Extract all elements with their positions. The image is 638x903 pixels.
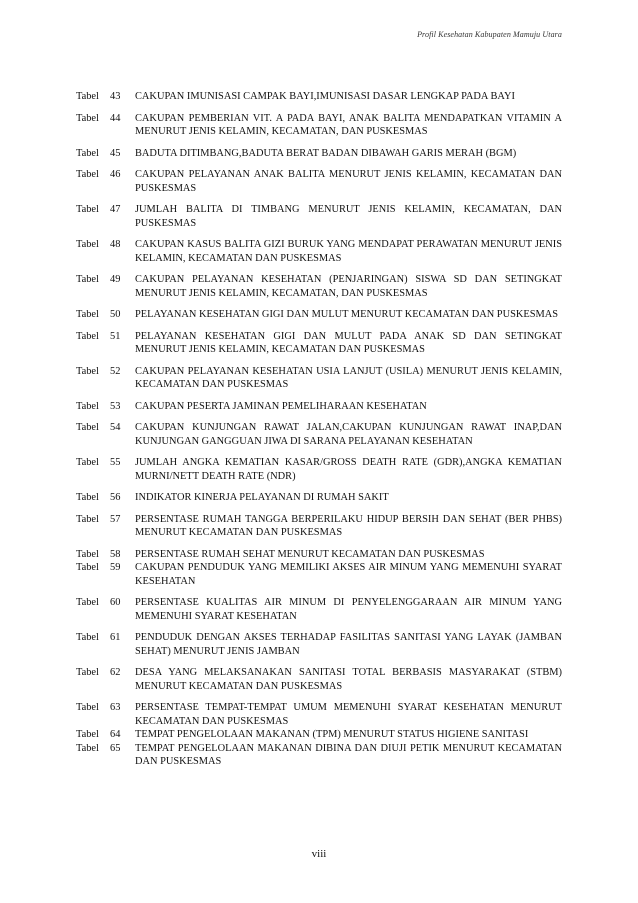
entry-number: 61 [110,632,121,644]
list-item [76,90,562,103]
entry-number: 49 [110,274,121,286]
entry-label: Tabel [76,112,99,124]
entry-number: 63 [110,702,121,714]
entry-number: 43 [110,91,121,102]
entry-number: 46 [110,169,121,181]
entry-label: Tabel [76,422,99,434]
list-item [76,701,562,728]
entry-label: Tabel [76,562,99,574]
entry-label: Tabel [76,274,99,286]
entry-title: CAKUPAN KUNJUNGAN RAWAT JALAN,CAKUPAN KUNJUNGAN RAWAT INAP,DAN KUNJUNGAN GANGGUAN JIWA DI SARANA PELAYANAN KESEHATAN [135,422,562,447]
entry-number: 51 [110,330,121,342]
entry-title: BADUTA DITIMBANG,BADUTA BERAT BADAN DIBAWAH GARIS MERAH (BGM) [135,147,517,159]
entry-title: INDIKATOR KINERJA PELAYANAN DI RUMAH SAKIT [135,492,389,504]
list-item [76,548,562,561]
page-number: viii [311,848,327,860]
entry-number: 55 [110,457,121,469]
entry-label: Tabel [76,702,99,714]
list-item [76,203,562,230]
entry-number: 50 [110,309,121,321]
entry-number: 60 [110,597,121,609]
entry-number: 57 [110,513,121,525]
entry-number: 45 [110,147,121,159]
entry-title: CAKUPAN PELAYANAN KESEHATAN (PENJARINGAN) SISWA SD DAN SETINGKAT MENURUT JENIS KELAMIN, KECAMATAN, DAN PUSKESMAS [135,274,562,299]
entry-label: Tabel [76,400,99,412]
entry-label: Tabel [76,597,99,609]
entry-number: 54 [110,422,121,434]
list-item [76,742,562,769]
entry-label: Tabel [76,632,99,644]
entry-title: PELAYANAN KESEHATAN GIGI DAN MULUT MENURUT KECAMATAN DAN PUSKESMAS [135,309,559,321]
entry-label: Tabel [76,667,99,679]
list-item [76,112,562,139]
entry-label: Tabel [76,91,99,102]
entry-title: JUMLAH ANGKA KEMATIAN KASAR/GROSS DEATH RATE (GDR),ANGKA KEMATIAN MURNI/NETT DEATH RATE (NDR) [135,457,562,482]
list-item [76,456,562,483]
entry-label: Tabel [76,365,99,377]
entry-title: CAKUPAN KASUS BALITA GIZI BURUK YANG MENDAPAT PERAWATAN MENURUT JENIS KELAMIN, KECAMATAN DAN PUSKESMAS [135,239,562,264]
entry-label: Tabel [76,239,99,251]
entry-label: Tabel [76,309,99,321]
entry-number: 53 [110,400,121,412]
entry-title: PELAYANAN KESEHATAN GIGI DAN MULUT PADA ANAK SD DAN SETINGKAT MENURUT JENIS KELAMIN, KECAMATAN DAN PUSKESMAS [135,330,562,356]
entry-number: 64 [110,729,121,741]
entry-label: Tabel [76,729,99,741]
list-item [76,238,562,265]
entry-number: 44 [110,112,121,124]
entry-label: Tabel [76,457,99,469]
entry-number: 59 [110,562,121,574]
entry-label: Tabel [76,492,99,504]
entry-label: Tabel [76,330,99,342]
entry-number: 48 [110,239,121,251]
list-item [76,596,562,623]
entry-number: 65 [110,742,121,754]
entry-title: CAKUPAN PENDUDUK YANG MEMILIKI AKSES AIR MINUM YANG MEMENUHI SYARAT KESEHATAN [135,562,562,587]
entry-label: Tabel [76,742,99,754]
entry-label: Tabel [76,204,99,216]
list-item [76,273,562,300]
entry-title: CAKUPAN PEMBERIAN VIT. A PADA BAYI, ANAK BALITA MENDAPATKAN VITAMIN A MENURUT JENIS KELAMIN, KECAMATAN, DAN PUSKESMAS [135,112,562,137]
entry-title: CAKUPAN PELAYANAN KESEHATAN USIA LANJUT (USILA) MENURUT JENIS KELAMIN, KECAMATAN DAN PUSKESMAS [135,365,562,391]
list-item [76,631,562,658]
entry-title: CAKUPAN IMUNISASI CAMPAK BAYI,IMUNISASI DASAR LENGKAP PADA BAYI [135,91,515,102]
entry-number: 56 [110,492,121,504]
entry-title: CAKUPAN PELAYANAN ANAK BALITA MENURUT JENIS KELAMIN, KECAMATAN DAN PUSKESMAS [135,169,562,194]
list-item [76,491,562,504]
entry-title: PERSENTASE TEMPAT-TEMPAT UMUM MEMENUHI SYARAT KESEHATAN MENURUT KECAMATAN DAN PUSKESMAS [135,702,562,727]
entry-label: Tabel [76,147,99,159]
entry-title: TEMPAT PENGELOLAAN MAKANAN (TPM) MENURUT STATUS HIGIENE SANITASI [135,729,529,741]
list-item [76,728,562,741]
entry-title: PERSENTASE RUMAH TANGGA BERPERILAKU HIDUP BERSIH DAN SEHAT (BER PHBS) MENURUT KECAMATAN DAN PUSKESMAS [135,513,562,539]
running-header: Profil Kesehatan Kabupaten Mamuju Utara [417,30,562,39]
list-item [76,365,562,392]
entry-label: Tabel [76,513,99,525]
list-item [76,421,562,448]
list-item [76,400,562,413]
entry-label: Tabel [76,169,99,181]
list-item [76,308,562,321]
entry-title: DESA YANG MELAKSANAKAN SANITASI TOTAL BERBASIS MASYARAKAT (STBM) MENURUT KECAMATAN DAN PUSKESMAS [135,667,562,692]
list-item [76,147,562,160]
entry-number: 58 [110,548,121,560]
list-item [76,513,562,540]
entry-title: JUMLAH BALITA DI TIMBANG MENURUT JENIS KELAMIN, KECAMATAN, DAN PUSKESMAS [135,204,562,229]
entry-title: PENDUDUK DENGAN AKSES TERHADAP FASILITAS SANITASI YANG LAYAK (JAMBAN SEHAT) MENURUT JENIS JAMBAN [135,632,562,657]
list-item [76,168,562,195]
entry-number: 47 [110,204,121,216]
entry-number: 62 [110,667,121,679]
entry-title: CAKUPAN PESERTA JAMINAN PEMELIHARAAN KESEHATAN [135,400,427,412]
entry-title: PERSENTASE RUMAH SEHAT MENURUT KECAMATAN DAN PUSKESMAS [135,548,485,560]
list-item [76,561,562,588]
entry-title: PERSENTASE KUALITAS AIR MINUM DI PENYELENGGARAAN AIR MINUM YANG MEMENUHI SYARAT KESEHATAN [135,597,562,622]
table-of-contents-list [76,90,562,768]
entry-number: 52 [110,365,121,377]
entry-title: TEMPAT PENGELOLAAN MAKANAN DIBINA DAN DIUJI PETIK MENURUT KECAMATAN DAN PUSKESMAS [135,742,562,767]
list-item [76,666,562,693]
list-item [76,330,562,357]
entry-label: Tabel [76,548,99,560]
